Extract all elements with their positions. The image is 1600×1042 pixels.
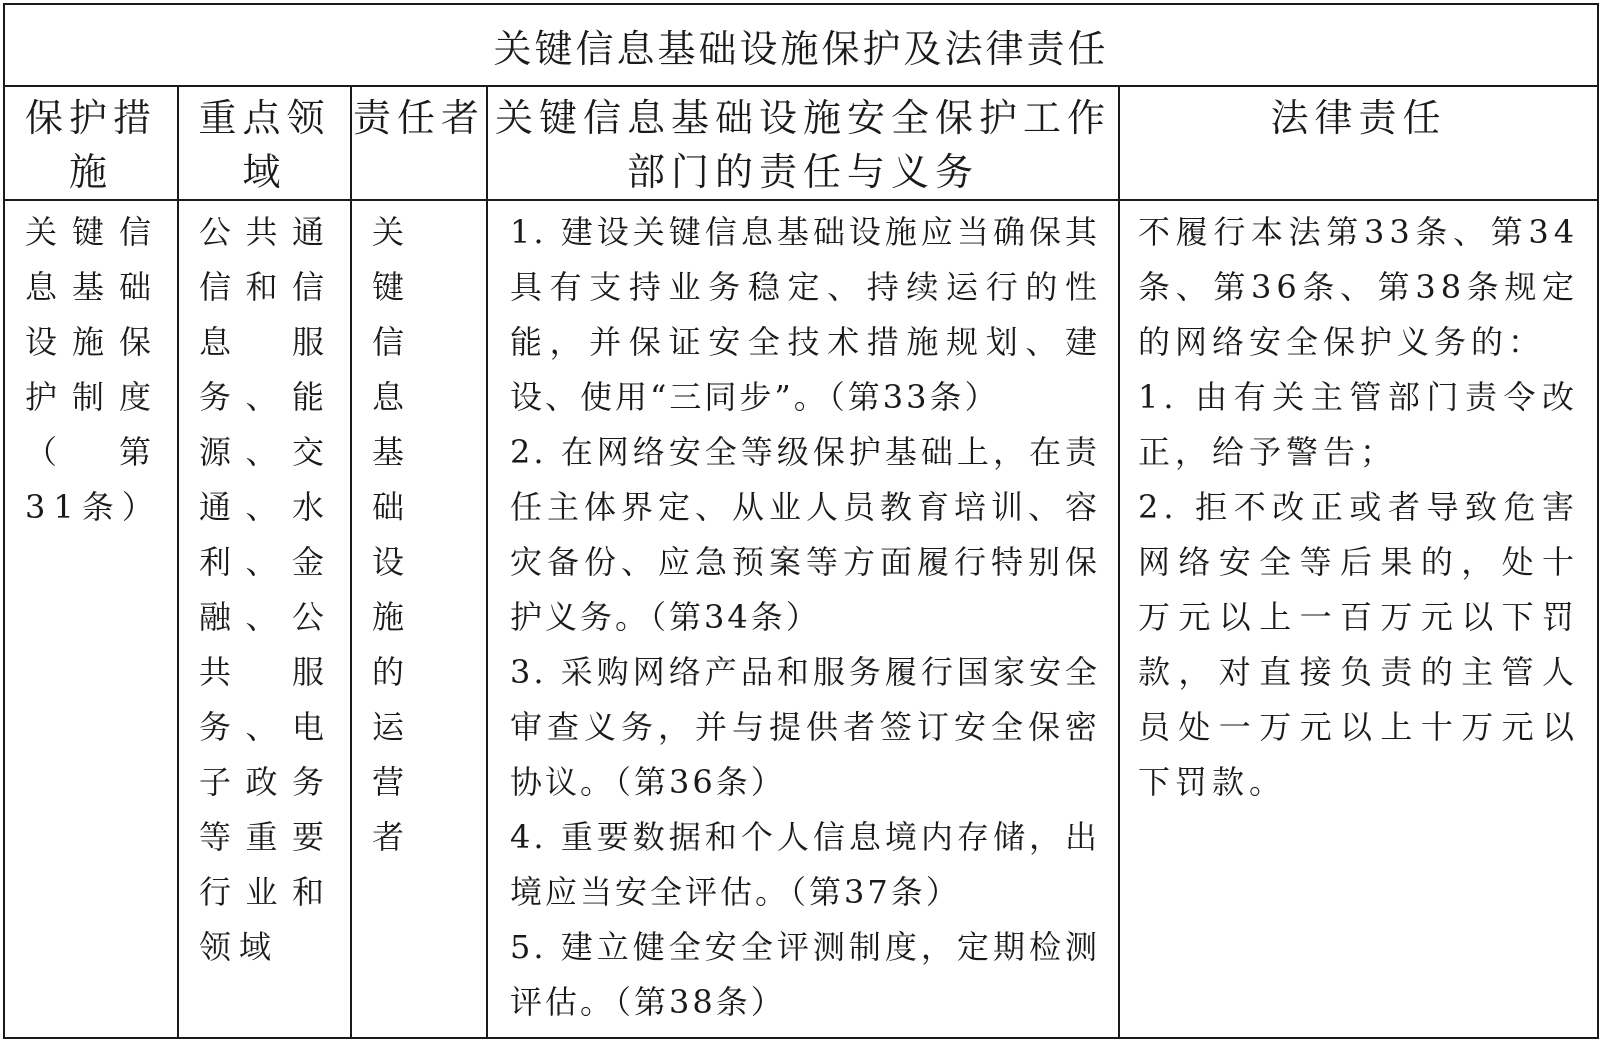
title-row bbox=[4, 4, 1598, 86]
cell-responsible bbox=[351, 200, 487, 1038]
header-fields: 重点领域 bbox=[178, 86, 351, 200]
duty-item-4: 4. 重要数据和个人信息境内存储，出境应当安全评估。（第37条） bbox=[510, 818, 1100, 911]
table-title-cell bbox=[4, 4, 1598, 86]
header-liability: 法律责任 bbox=[1119, 86, 1598, 200]
header-row bbox=[4, 86, 1598, 200]
liability-item-2: 2. 拒不改正或者导致危害网络安全等后果的，处十万元以上一百万元以下罚款，对直接负责的主管人员处一万元以上十万元以下罚款。 bbox=[1138, 488, 1580, 801]
header-responsible: 责任者 bbox=[351, 86, 487, 200]
liability-item-1: 1. 由有关主管部门责令改正，给予警告； bbox=[1138, 378, 1580, 471]
liability-list bbox=[1120, 201, 1597, 810]
cell-fields bbox=[178, 200, 351, 1038]
header-measure: 保护措施 bbox=[4, 86, 178, 200]
cell-liability bbox=[1119, 200, 1598, 1038]
duty-item-3: 3. 采购网络产品和服务履行国家安全审查义务，并与提供者签订安全保密协议。（第36条） bbox=[510, 653, 1100, 801]
fields-text: 公共通信和信息服务、能源、交通、水利、金融、公共服务、电子政务等重要行业和领域 bbox=[199, 213, 332, 966]
table-title: 关键信息基础设施保护及法律责任 bbox=[493, 26, 1109, 71]
liability-intro: 不履行本法第33条、第34条、第36条、第38条规定的网络安全保护义务的： bbox=[1138, 213, 1580, 361]
measure-text: 关键信息基础设施保护制度（第31条） bbox=[25, 213, 162, 526]
duties-list bbox=[488, 201, 1118, 1030]
duty-item-1: 1. 建设关键信息基础设施应当确保其具有支持业务稳定、持续运行的性能，并保证安全技术措施规划、建设、使用“三同步”。（第33条） bbox=[510, 213, 1100, 416]
liability-table bbox=[3, 3, 1599, 1039]
header-duties: 关键信息基础设施安全保护工作部门的责任与义务 bbox=[487, 86, 1119, 200]
cell-duties bbox=[487, 200, 1119, 1038]
duty-item-2: 2. 在网络安全等级保护基础上，在责任主体界定、从业人员教育培训、容灾备份、应急预案等方面履行特别保护义务。（第34条） bbox=[510, 433, 1100, 636]
table-row bbox=[4, 200, 1598, 1038]
responsible-text: 关键信息基础设施的运营者 bbox=[372, 213, 429, 856]
cell-measure bbox=[4, 200, 178, 1038]
duty-item-5: 5. 建立健全安全评测制度，定期检测评估。（第38条） bbox=[510, 928, 1100, 1021]
